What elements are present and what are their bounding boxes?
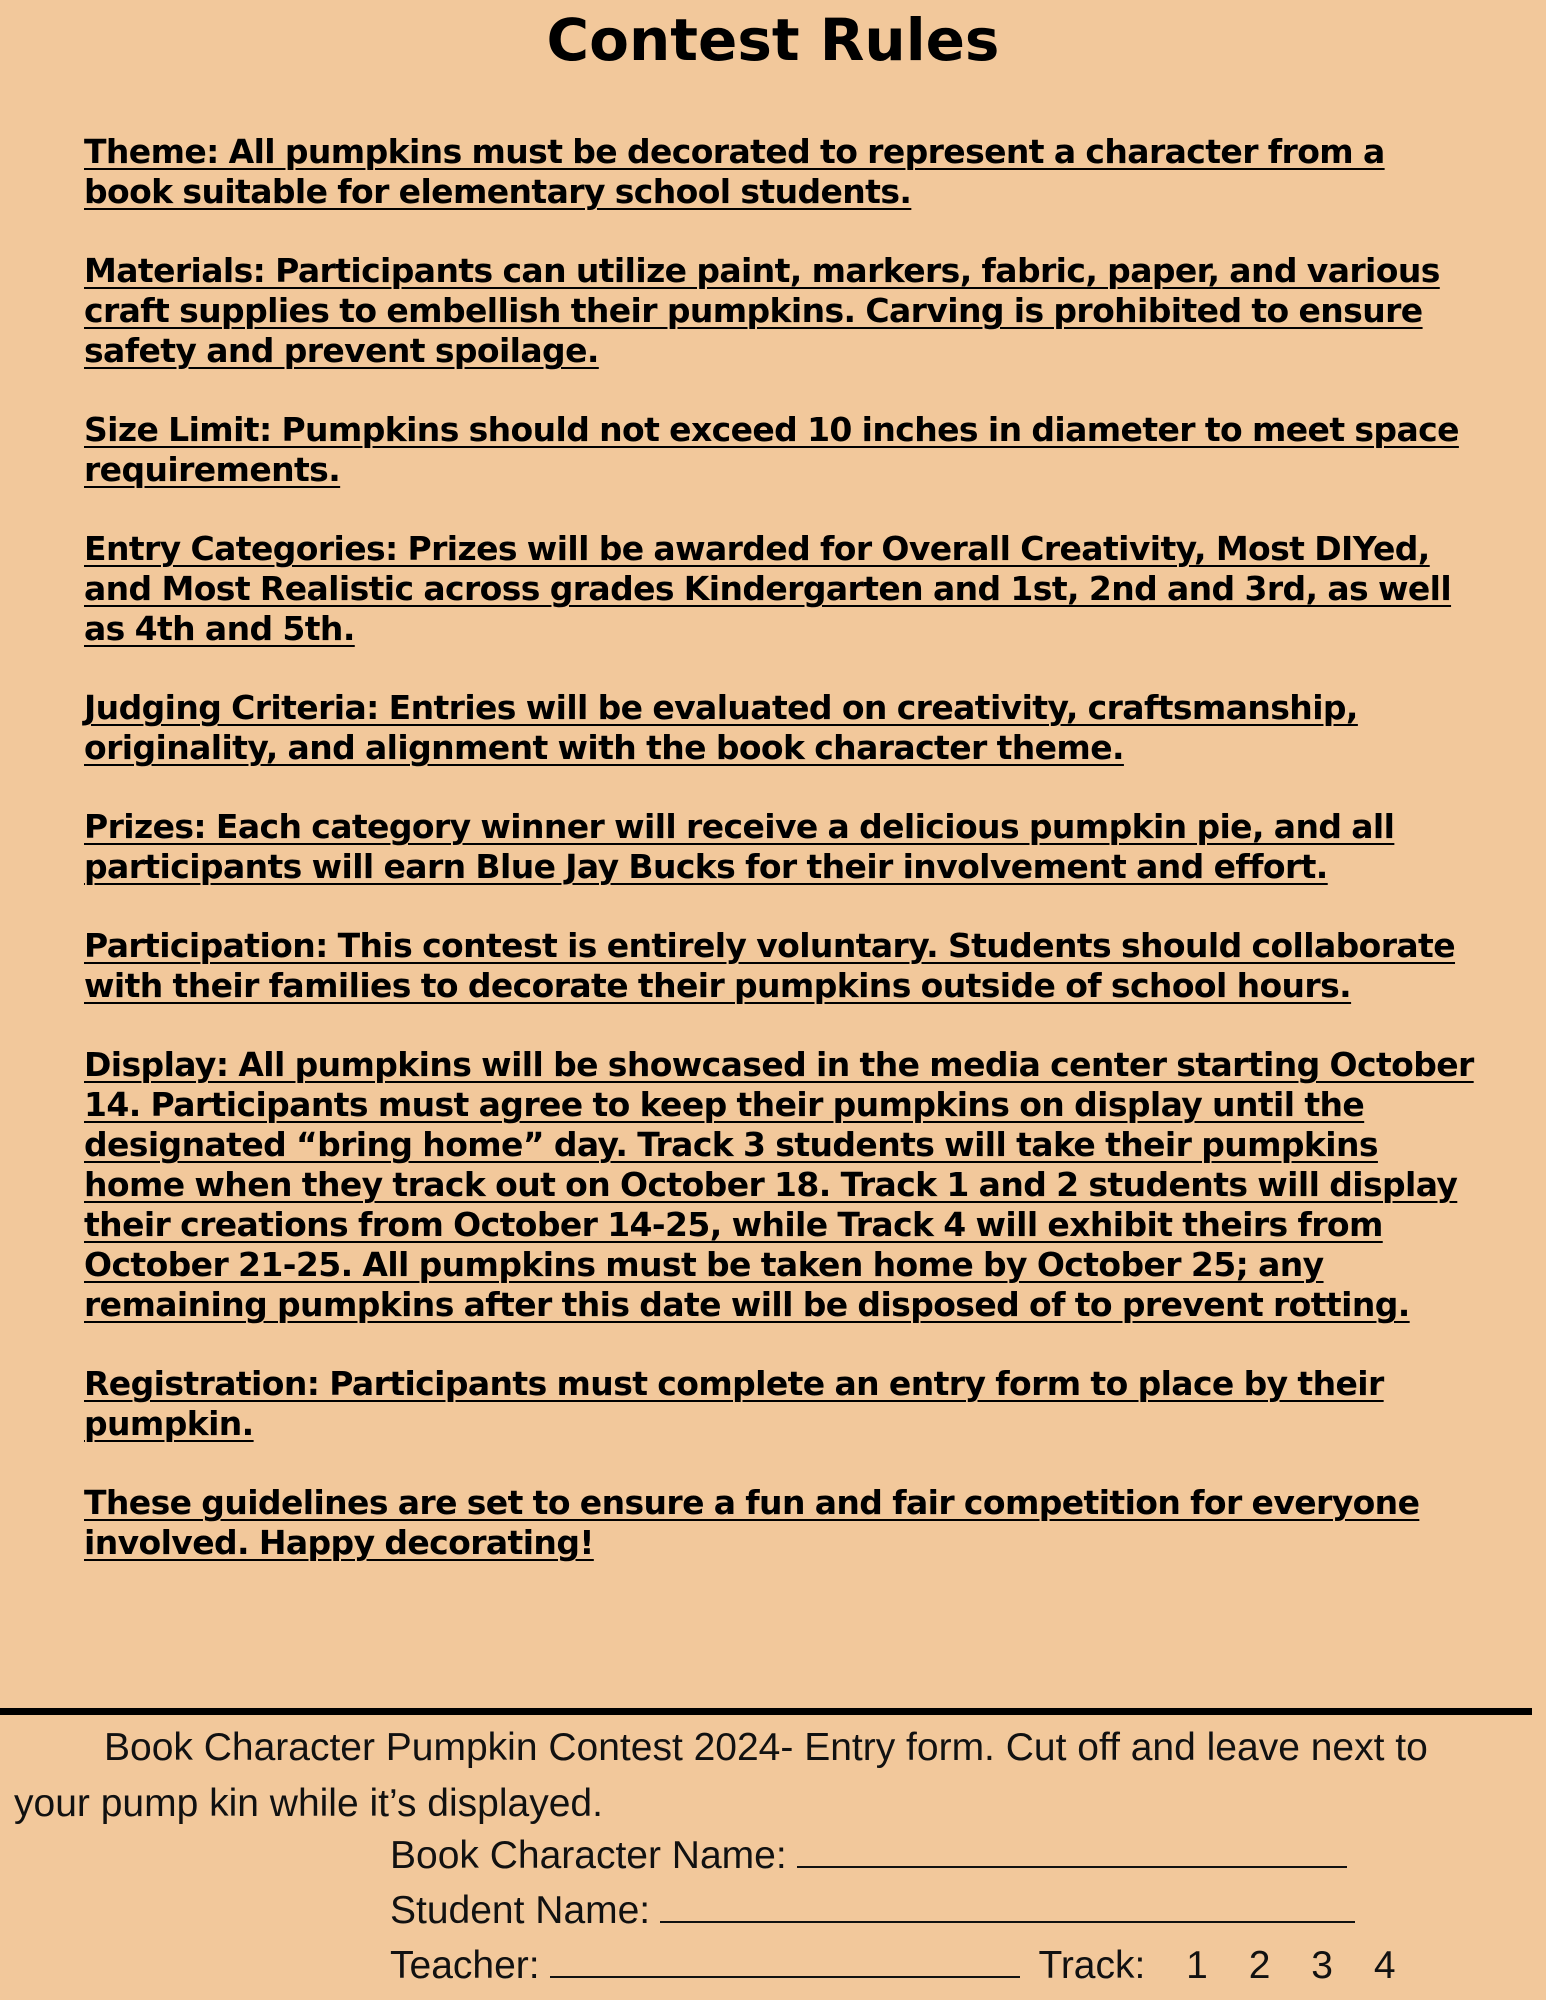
track-option-2[interactable]: 2 (1248, 1944, 1271, 1987)
track-option-3[interactable]: 3 (1311, 1944, 1333, 1987)
entry-form-intro: Book Character Pumpkin Contest 2024- Entry form. Cut off and leave next to your pump kin while it’s displayed. (14, 1726, 1428, 1825)
rule-participation: Participation: This contest is entirely voluntary. Students should collaborate with their families to decorate their pumpkins outside of school hours. (84, 926, 1456, 1005)
student-name-label: Student Name: (390, 1889, 651, 1932)
book-character-label: Book Character Name: (390, 1834, 787, 1877)
teacher-blank[interactable] (550, 1940, 1020, 1978)
rule-registration: Registration: Participants must complete an entry form to place by their pumpkin. (84, 1364, 1384, 1443)
rule-materials: Materials: Participants can utilize paint, markers, fabric, paper, and various craft supplies to embellish their pumpkins. Carving is prohibited to ensure safety and prevent spoilage. (84, 251, 1440, 370)
teacher-label: Teacher: (390, 1944, 540, 1987)
rule-size-limit: Size Limit: Pumpkins should not exceed 10 inches in diameter to meet space requirements. (84, 410, 1459, 489)
book-character-field (390, 1830, 1347, 1881)
student-name-blank[interactable] (660, 1885, 1355, 1923)
rule-entry-categories: Entry Categories: Prizes will be awarded for Overall Creativity, Most DIYed, and Most Realistic across grades Kindergarten and 1st, 2nd and 3rd, as well as 4th and 5th. (84, 529, 1452, 648)
rule-display: Display: All pumpkins will be showcased in the media center starting October 14. Participants must agree to keep their pumpkins on display until the designated “bring home” day. Track 3 students will take their pumpkins home when they track out on October 18. Track 1 and 2 students will display their creations from October 14-25, while Track 4 will exhibit theirs from October 21-25. All pumpkins must be taken home by October 25; any remaining pumpkins after this date will be disposed of to prevent rotting. (84, 1045, 1474, 1324)
teacher-track-field (390, 1940, 1396, 1991)
rule-theme: Theme: All pumpkins must be decorated to represent a character from a book suitable for elementary school students. (84, 132, 1385, 211)
rule-prizes: Prizes: Each category winner will receive a delicious pumpkin pie, and all participants will earn Blue Jay Bucks for their involvement and effort. (84, 807, 1395, 886)
rules-list (84, 132, 1474, 1602)
cut-line-divider (0, 1708, 1532, 1715)
track-options (1156, 1944, 1395, 1987)
page-title: Contest Rules (546, 6, 1000, 74)
rule-judging-criteria: Judging Criteria: Entries will be evaluated on creativity, craftsmanship, originality, and alignment with the book character theme. (84, 688, 1358, 767)
rule-closing: These guidelines are set to ensure a fun and fair competition for everyone involved. Happy decorating! (84, 1483, 1420, 1562)
book-character-blank[interactable] (797, 1830, 1347, 1868)
student-name-field (390, 1885, 1355, 1936)
track-label: Track: (1038, 1944, 1146, 1987)
track-option-1[interactable]: 1 (1186, 1944, 1208, 1987)
track-option-4[interactable]: 4 (1373, 1944, 1396, 1987)
